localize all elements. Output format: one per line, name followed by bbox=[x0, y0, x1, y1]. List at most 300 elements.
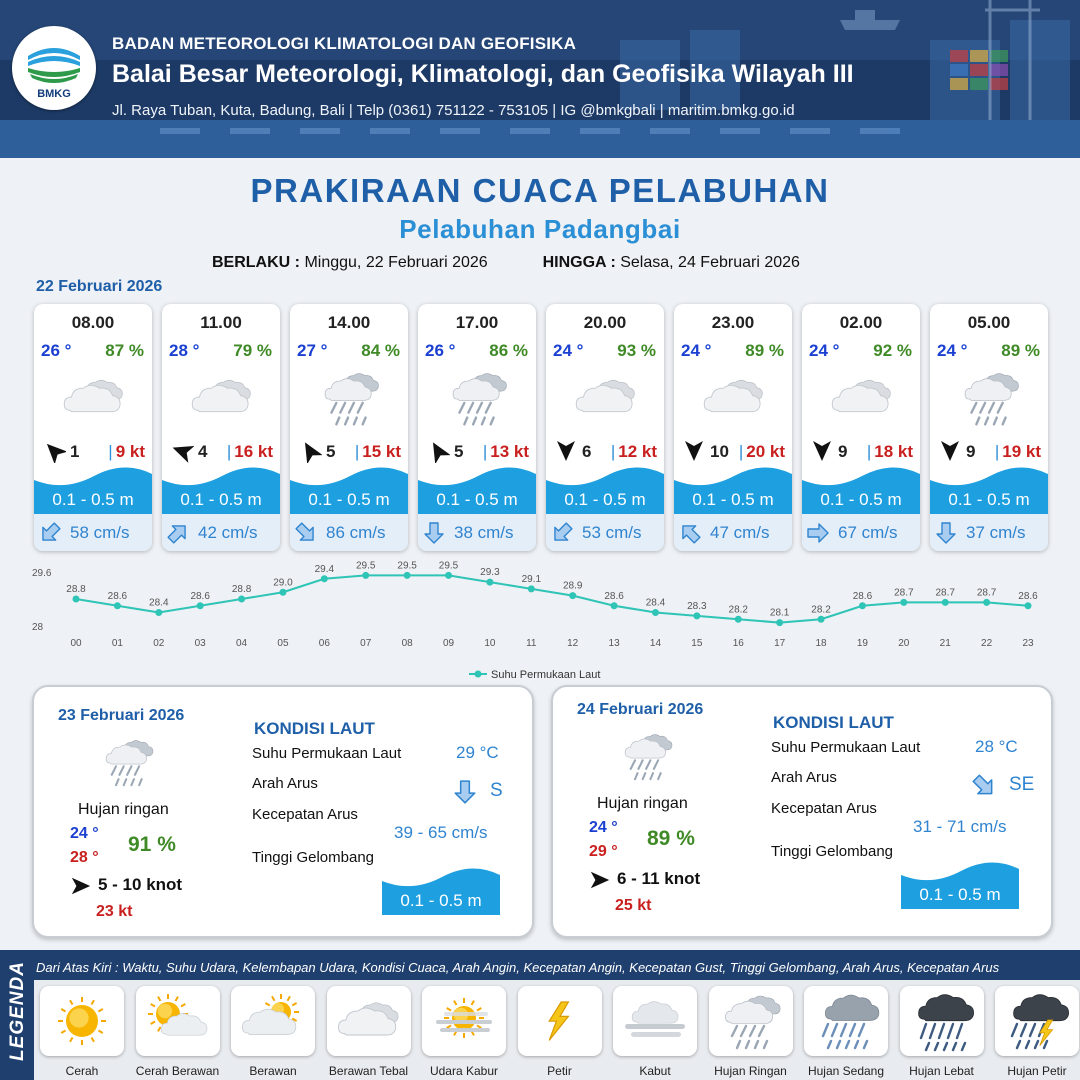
x-tick-label: 12 bbox=[567, 638, 579, 649]
legend-item-label: Petir bbox=[547, 1064, 572, 1078]
legend-item-label: Cerah Berawan bbox=[135, 1064, 220, 1078]
day-temp-max: 29 ° bbox=[589, 843, 618, 860]
card-wind-speed: 10 bbox=[710, 442, 729, 461]
card-humidity: 86 % bbox=[489, 341, 528, 360]
legend-item bbox=[993, 986, 1080, 1078]
card-wind-arrow bbox=[938, 439, 962, 463]
sst-point bbox=[859, 602, 866, 609]
legend-description: Dari Atas Kiri : Waktu, Suhu Udara, Kelembapan Udara, Kondisi Cuaca, Arah Angin, Kecepatan Angin, Kecepatan Gust, Tinggi Gelombang, Arah Arus, Kecepatan Arus bbox=[36, 960, 1000, 975]
sst-value: 28 °C bbox=[975, 737, 1018, 756]
card-weather-icon bbox=[53, 362, 135, 434]
hujan-ringan-icon bbox=[611, 723, 683, 789]
x-tick-label: 15 bbox=[691, 638, 703, 649]
wave-height-label: Tinggi Gelombang bbox=[771, 843, 894, 860]
card-wave-height: 0.1 - 0.5 m bbox=[564, 490, 646, 509]
x-tick-label: 08 bbox=[401, 638, 413, 649]
sst-point bbox=[321, 575, 328, 582]
hujan-ringan-icon bbox=[92, 729, 164, 795]
card-gust-value: 9 kt bbox=[115, 442, 145, 461]
sst-point bbox=[735, 616, 742, 623]
card-current bbox=[418, 514, 536, 551]
card-current-arrow bbox=[38, 521, 62, 545]
card-gust-value: 19 kt bbox=[1002, 442, 1041, 461]
current-direction-value: SE bbox=[1009, 774, 1035, 795]
legend-label: LEGENDA bbox=[7, 961, 28, 1061]
sst-point bbox=[404, 572, 411, 579]
chart-legend-label: Suhu Permukaan Laut bbox=[491, 669, 601, 681]
legend-item-label: Berawan Tebal bbox=[328, 1064, 409, 1078]
legend-item-label: Hujan Petir bbox=[1007, 1064, 1067, 1078]
wind-direction-icon bbox=[938, 439, 962, 463]
legend-icon-box bbox=[136, 986, 220, 1056]
sst-data-label: 28.8 bbox=[231, 584, 252, 595]
cerah-berawan-icon bbox=[136, 986, 220, 1056]
current-speed-label: Kecepatan Arus bbox=[252, 806, 358, 823]
card-time: 20.00 bbox=[583, 313, 627, 332]
card-humidity: 79 % bbox=[233, 341, 272, 360]
card-current bbox=[162, 514, 280, 551]
legend-item bbox=[325, 986, 413, 1078]
card-gust: | 13 kt bbox=[482, 442, 529, 461]
wind-direction-icon bbox=[810, 439, 834, 463]
card-current-speed: 67 cm/s bbox=[838, 523, 898, 542]
hourly-card bbox=[674, 304, 792, 551]
x-tick-label: 14 bbox=[649, 638, 662, 649]
card-gust: | 12 kt bbox=[610, 442, 657, 461]
valid-to-label: HINGGA : bbox=[542, 254, 616, 271]
card-gust-value: 16 kt bbox=[234, 442, 273, 461]
card-weather-icon bbox=[181, 362, 263, 434]
berawan-tebal-icon bbox=[53, 362, 135, 434]
sst-data-label: 28.2 bbox=[811, 604, 831, 616]
card-gust: | 19 kt bbox=[994, 442, 1041, 461]
hujan-petir-icon bbox=[995, 986, 1079, 1056]
card-wind-speed: 9 bbox=[838, 442, 848, 461]
legend-item bbox=[707, 986, 795, 1078]
day-wind-speed: 5 - 10 knot bbox=[98, 875, 183, 894]
card-current-arrow bbox=[678, 521, 702, 545]
card-time: 14.00 bbox=[327, 313, 371, 332]
petir-icon bbox=[518, 986, 602, 1056]
card-gust-value: 13 kt bbox=[490, 442, 529, 461]
current-direction-label: Arah Arus bbox=[252, 775, 318, 792]
sea-condition-heading: KONDISI LAUT bbox=[773, 713, 894, 732]
card-current-speed: 86 cm/s bbox=[326, 523, 386, 542]
valid-to-value: Selasa, 24 Februari 2026 bbox=[620, 254, 800, 271]
card-current-speed: 47 cm/s bbox=[710, 523, 770, 542]
current-direction-label: Arah Arus bbox=[771, 769, 837, 786]
current-speed-value: 31 - 71 cm/s bbox=[913, 817, 1007, 836]
office-address: Jl. Raya Tuban, Kuta, Badung, Bali | Telp (0361) 751122 - 753105 | IG @bmkgbali | maritim.bmkg.go.id bbox=[112, 102, 795, 119]
card-humidity: 89 % bbox=[745, 341, 784, 360]
sst-point bbox=[114, 602, 121, 609]
card-current-arrow bbox=[166, 521, 190, 545]
sst-label: Suhu Permukaan Laut bbox=[771, 739, 921, 756]
card-gust-value: 18 kt bbox=[874, 442, 913, 461]
x-tick-label: 23 bbox=[1022, 638, 1034, 649]
card-temperature: 28 ° bbox=[169, 341, 200, 360]
day-gust: 25 kt bbox=[615, 897, 652, 914]
legend-icon-box bbox=[40, 986, 124, 1056]
x-tick-label: 03 bbox=[194, 638, 206, 649]
hourly-card bbox=[34, 304, 152, 551]
legend-item-label: Hujan Sedang bbox=[807, 1064, 885, 1078]
card-wind-speed: 6 bbox=[582, 442, 592, 461]
day-weather-icon bbox=[92, 729, 164, 795]
card-wind-arrow bbox=[426, 439, 450, 463]
card-temperature: 27 ° bbox=[297, 341, 328, 360]
card-temperature: 24 ° bbox=[553, 341, 584, 360]
current-direction-value: S bbox=[490, 780, 503, 801]
sst-label: Suhu Permukaan Laut bbox=[252, 745, 402, 762]
legend-item bbox=[38, 986, 126, 1078]
day-panel-23-feb bbox=[32, 685, 534, 938]
wave-height-label: Tinggi Gelombang bbox=[252, 849, 375, 866]
sst-data-label: 28.6 bbox=[604, 590, 624, 602]
card-time: 02.00 bbox=[839, 313, 883, 332]
legend-item-label: Cerah bbox=[65, 1064, 99, 1078]
office-title: Balai Besar Meteorologi, Klimatologi, dan Geofisika Wilayah III bbox=[112, 60, 854, 88]
day-panel-24-feb bbox=[551, 685, 1053, 938]
sst-data-label: 28.7 bbox=[976, 587, 997, 599]
x-tick-label: 01 bbox=[111, 638, 123, 649]
card-time: 05.00 bbox=[967, 313, 1011, 332]
card-gust-value: 20 kt bbox=[746, 442, 785, 461]
sst-data-label: 28.6 bbox=[852, 590, 873, 602]
day-humidity: 89 % bbox=[647, 827, 695, 850]
card-weather-icon bbox=[437, 362, 519, 434]
wind-direction-icon bbox=[298, 439, 322, 463]
card-humidity: 84 % bbox=[361, 341, 400, 360]
hourly-card bbox=[418, 304, 536, 551]
sst-data-label: 28.2 bbox=[728, 604, 748, 616]
hourly-card bbox=[546, 304, 664, 551]
day-humidity: 91 % bbox=[128, 833, 176, 856]
card-wind-speed: 5 bbox=[454, 442, 464, 461]
card-gust: | 15 kt bbox=[354, 442, 401, 461]
sst-point bbox=[611, 602, 618, 609]
card-current-arrow bbox=[806, 521, 830, 545]
wind-direction-icon bbox=[589, 869, 611, 891]
legend-item-label: Hujan Ringan bbox=[714, 1064, 787, 1078]
card-current-arrow bbox=[934, 521, 958, 545]
day-date: 24 Februari 2026 bbox=[577, 701, 704, 718]
card-wave-height: 0.1 - 0.5 m bbox=[308, 490, 390, 509]
legend-item bbox=[611, 986, 699, 1078]
berawan-icon bbox=[231, 986, 315, 1056]
card-current bbox=[802, 514, 920, 551]
x-tick-label: 11 bbox=[526, 638, 537, 649]
card-gust: | 9 kt bbox=[108, 442, 145, 461]
berawan-tebal-icon bbox=[327, 986, 411, 1056]
sst-point bbox=[776, 619, 783, 626]
hourly-card bbox=[162, 304, 280, 551]
legend-item bbox=[134, 986, 222, 1078]
berawan-tebal-icon bbox=[693, 362, 775, 434]
sst-data-label: 28.7 bbox=[894, 587, 914, 599]
legend-swatch-point bbox=[475, 671, 482, 678]
card-wind-arrow bbox=[682, 439, 706, 463]
x-tick-label: 05 bbox=[277, 638, 289, 649]
card-weather-icon bbox=[949, 362, 1031, 434]
sst-data-label: 29.5 bbox=[397, 560, 417, 572]
card-time: 17.00 bbox=[455, 313, 499, 332]
card-wind-arrow bbox=[810, 439, 834, 463]
cerah-icon bbox=[40, 986, 124, 1056]
day-temp-min: 24 ° bbox=[70, 825, 99, 842]
sea-condition-heading: KONDISI LAUT bbox=[254, 719, 375, 738]
x-tick-label: 09 bbox=[442, 638, 455, 649]
x-tick-label: 19 bbox=[856, 638, 868, 649]
valid-from-label: BERLAKU : bbox=[212, 254, 300, 271]
sst-data-label: 29.3 bbox=[480, 567, 500, 579]
card-wind-arrow bbox=[554, 439, 578, 463]
card-temperature: 24 ° bbox=[681, 341, 712, 360]
card-current-speed: 53 cm/s bbox=[582, 523, 642, 542]
berawan-tebal-icon bbox=[565, 362, 647, 434]
card-weather-icon bbox=[565, 362, 647, 434]
current-speed-label: Kecepatan Arus bbox=[771, 800, 877, 817]
day-date: 23 Februari 2026 bbox=[58, 707, 185, 724]
sst-point bbox=[942, 599, 949, 606]
sst-value: 29 °C bbox=[456, 743, 499, 762]
hujan-ringan-icon bbox=[309, 362, 391, 434]
day-current-arrow bbox=[452, 779, 478, 805]
card-temperature: 24 ° bbox=[809, 341, 840, 360]
card-current-arrow bbox=[550, 521, 574, 545]
card-wind-arrow bbox=[298, 439, 322, 463]
sst-data-label: 28.7 bbox=[935, 587, 955, 599]
sst-data-label: 28.9 bbox=[562, 580, 583, 592]
card-gust-value: 12 kt bbox=[618, 442, 657, 461]
card-weather-icon bbox=[693, 362, 775, 434]
sst-point bbox=[569, 592, 576, 599]
y-tick-label: 29.6 bbox=[32, 568, 52, 579]
card-wind-speed: 1 bbox=[70, 442, 80, 461]
organization-name: BADAN METEOROLOGI KLIMATOLOGI DAN GEOFISIKA bbox=[112, 34, 577, 53]
card-current-speed: 42 cm/s bbox=[198, 523, 258, 542]
sst-point bbox=[155, 609, 162, 616]
sst-data-label: 29.0 bbox=[273, 577, 293, 589]
x-tick-label: 16 bbox=[732, 638, 744, 649]
y-tick-label: 28 bbox=[32, 622, 44, 633]
page-title: PRAKIRAAN CUACA PELABUHAN bbox=[250, 172, 830, 209]
hourly-card bbox=[802, 304, 920, 551]
hourly-card bbox=[930, 304, 1048, 551]
card-temperature: 24 ° bbox=[937, 341, 968, 360]
sst-point bbox=[238, 596, 245, 603]
current-direction-icon bbox=[38, 521, 62, 545]
current-direction-icon bbox=[294, 521, 318, 545]
legend-item-label: Udara Kabur bbox=[429, 1064, 499, 1078]
card-time: 08.00 bbox=[71, 313, 115, 332]
card-weather-icon bbox=[821, 362, 903, 434]
card-wave-height: 0.1 - 0.5 m bbox=[436, 490, 518, 509]
validity-period bbox=[212, 254, 800, 272]
wind-direction-icon bbox=[682, 439, 706, 463]
legend-icon-box bbox=[422, 986, 506, 1056]
day-wave-height: 0.1 - 0.5 m bbox=[400, 891, 482, 910]
sst-data-label: 28.6 bbox=[1018, 590, 1038, 602]
legend-icon-box bbox=[995, 986, 1079, 1056]
legend-icon-box bbox=[900, 986, 984, 1056]
hujan-sedang-icon bbox=[804, 986, 888, 1056]
wind-direction-icon bbox=[42, 439, 66, 463]
x-tick-label: 17 bbox=[774, 638, 786, 649]
card-gust: | 16 kt bbox=[226, 442, 273, 461]
card-humidity: 92 % bbox=[873, 341, 912, 360]
current-direction-icon bbox=[971, 773, 997, 799]
card-wave-height: 0.1 - 0.5 m bbox=[820, 490, 902, 509]
sst-point bbox=[279, 589, 286, 596]
sst-point bbox=[73, 596, 80, 603]
x-tick-label: 18 bbox=[815, 638, 827, 649]
legend-item-label: Kabut bbox=[639, 1064, 671, 1078]
day-weather-icon bbox=[611, 723, 683, 789]
card-current bbox=[34, 514, 152, 551]
x-tick-label: 13 bbox=[608, 638, 620, 649]
card-wind-arrow bbox=[42, 439, 66, 463]
current-direction-icon bbox=[934, 521, 958, 545]
wind-direction-icon bbox=[426, 439, 450, 463]
day-wind-speed: 6 - 11 knot bbox=[617, 869, 701, 888]
legend-icon-box bbox=[231, 986, 315, 1056]
card-gust: | 18 kt bbox=[866, 442, 913, 461]
legend-item bbox=[898, 986, 986, 1078]
card-wind-speed: 5 bbox=[326, 442, 336, 461]
legend-item bbox=[516, 986, 604, 1078]
sst-data-label: 29.5 bbox=[438, 560, 459, 572]
card-wave-height: 0.1 - 0.5 m bbox=[692, 490, 774, 509]
current-direction-icon bbox=[452, 779, 478, 805]
card-temperature: 26 ° bbox=[425, 341, 456, 360]
legend-item bbox=[229, 986, 317, 1078]
sst-data-label: 28.8 bbox=[66, 584, 86, 595]
sst-point bbox=[652, 609, 659, 616]
day1-date: 22 Februari 2026 bbox=[36, 278, 163, 295]
day-condition: Hujan ringan bbox=[597, 795, 688, 812]
card-current-arrow bbox=[294, 521, 318, 545]
card-weather-icon bbox=[309, 362, 391, 434]
card-current-speed: 38 cm/s bbox=[454, 523, 514, 542]
day-temp-max: 28 ° bbox=[70, 849, 99, 866]
card-current bbox=[546, 514, 664, 551]
card-gust-value: 15 kt bbox=[362, 442, 401, 461]
wind-direction-icon bbox=[70, 875, 92, 897]
sst-data-label: 28.6 bbox=[190, 590, 210, 602]
wind-direction-icon bbox=[170, 439, 194, 463]
legend-icon-box bbox=[613, 986, 697, 1056]
sst-data-label: 28.4 bbox=[149, 597, 169, 609]
header-banner bbox=[0, 0, 1080, 158]
hujan-ringan-icon bbox=[437, 362, 519, 434]
sst-data-label: 28.6 bbox=[107, 590, 128, 602]
x-tick-label: 06 bbox=[318, 638, 330, 649]
card-current-arrow bbox=[422, 521, 446, 545]
card-wind-speed: 4 bbox=[198, 442, 208, 461]
current-direction-icon bbox=[806, 521, 830, 545]
card-current bbox=[930, 514, 1048, 551]
x-tick-label: 00 bbox=[70, 638, 82, 649]
wind-direction-icon bbox=[554, 439, 578, 463]
sst-data-label: 29.4 bbox=[314, 563, 335, 575]
card-wave-height: 0.1 - 0.5 m bbox=[180, 490, 262, 509]
x-tick-label: 21 bbox=[939, 638, 951, 649]
card-wind-speed: 9 bbox=[966, 442, 976, 461]
day-wind-arrow bbox=[70, 875, 92, 897]
card-temperature: 26 ° bbox=[41, 341, 72, 360]
berawan-tebal-icon bbox=[821, 362, 903, 434]
hujan-ringan-icon bbox=[709, 986, 793, 1056]
x-tick-label: 10 bbox=[484, 638, 496, 649]
current-direction-icon bbox=[550, 521, 574, 545]
current-direction-icon bbox=[166, 521, 190, 545]
udara-kabur-icon bbox=[422, 986, 506, 1056]
x-tick-label: 04 bbox=[236, 638, 248, 649]
day-wind-arrow bbox=[589, 869, 611, 891]
kabut-icon bbox=[613, 986, 697, 1056]
legend-icon-box bbox=[327, 986, 411, 1056]
sst-point bbox=[1025, 602, 1032, 609]
card-current bbox=[674, 514, 792, 551]
sst-line-chart bbox=[28, 560, 1058, 685]
sst-point bbox=[693, 612, 700, 619]
card-humidity: 89 % bbox=[1001, 341, 1040, 360]
berawan-tebal-icon bbox=[181, 362, 263, 434]
current-speed-value: 39 - 65 cm/s bbox=[394, 823, 488, 842]
legend-item-label: Berawan bbox=[249, 1064, 297, 1078]
legend-icon-box bbox=[804, 986, 888, 1056]
valid-from-value: Minggu, 22 Februari 2026 bbox=[304, 254, 488, 271]
card-wave-height: 0.1 - 0.5 m bbox=[948, 490, 1030, 509]
sst-point bbox=[486, 579, 493, 586]
sst-data-label: 29.5 bbox=[356, 560, 376, 572]
x-tick-label: 07 bbox=[360, 638, 372, 649]
sst-data-label: 28.1 bbox=[769, 607, 790, 619]
port-name: Pelabuhan Padangbai bbox=[399, 214, 681, 244]
card-wind-arrow bbox=[170, 439, 194, 463]
card-time: 11.00 bbox=[200, 313, 242, 332]
sst-point bbox=[983, 599, 990, 606]
sst-point bbox=[197, 602, 204, 609]
card-humidity: 87 % bbox=[105, 341, 144, 360]
legend-icon-box bbox=[518, 986, 602, 1056]
x-tick-label: 02 bbox=[153, 638, 165, 649]
day-gust: 23 kt bbox=[96, 903, 133, 920]
legend-item bbox=[420, 986, 508, 1078]
sst-series-line bbox=[76, 575, 1028, 622]
sst-data-label: 28.4 bbox=[645, 597, 666, 609]
current-direction-icon bbox=[422, 521, 446, 545]
hourly-card bbox=[290, 304, 408, 551]
card-current-speed: 37 cm/s bbox=[966, 523, 1026, 542]
sst-point bbox=[362, 572, 369, 579]
card-gust: | 20 kt bbox=[738, 442, 785, 461]
card-current-speed: 58 cm/s bbox=[70, 523, 130, 542]
legend-item-label: Hujan Lebat bbox=[909, 1064, 974, 1078]
sst-data-label: 29.1 bbox=[521, 573, 542, 585]
sst-data-label: 28.3 bbox=[687, 600, 707, 612]
sst-point bbox=[528, 585, 535, 592]
sst-point bbox=[818, 616, 825, 623]
card-time: 23.00 bbox=[711, 313, 755, 332]
day-current-arrow bbox=[971, 773, 997, 799]
bmkg-logo bbox=[12, 26, 96, 110]
day-condition: Hujan ringan bbox=[78, 801, 169, 818]
legend-item bbox=[802, 986, 890, 1078]
sst-point bbox=[900, 599, 907, 606]
hujan-ringan-icon bbox=[949, 362, 1031, 434]
